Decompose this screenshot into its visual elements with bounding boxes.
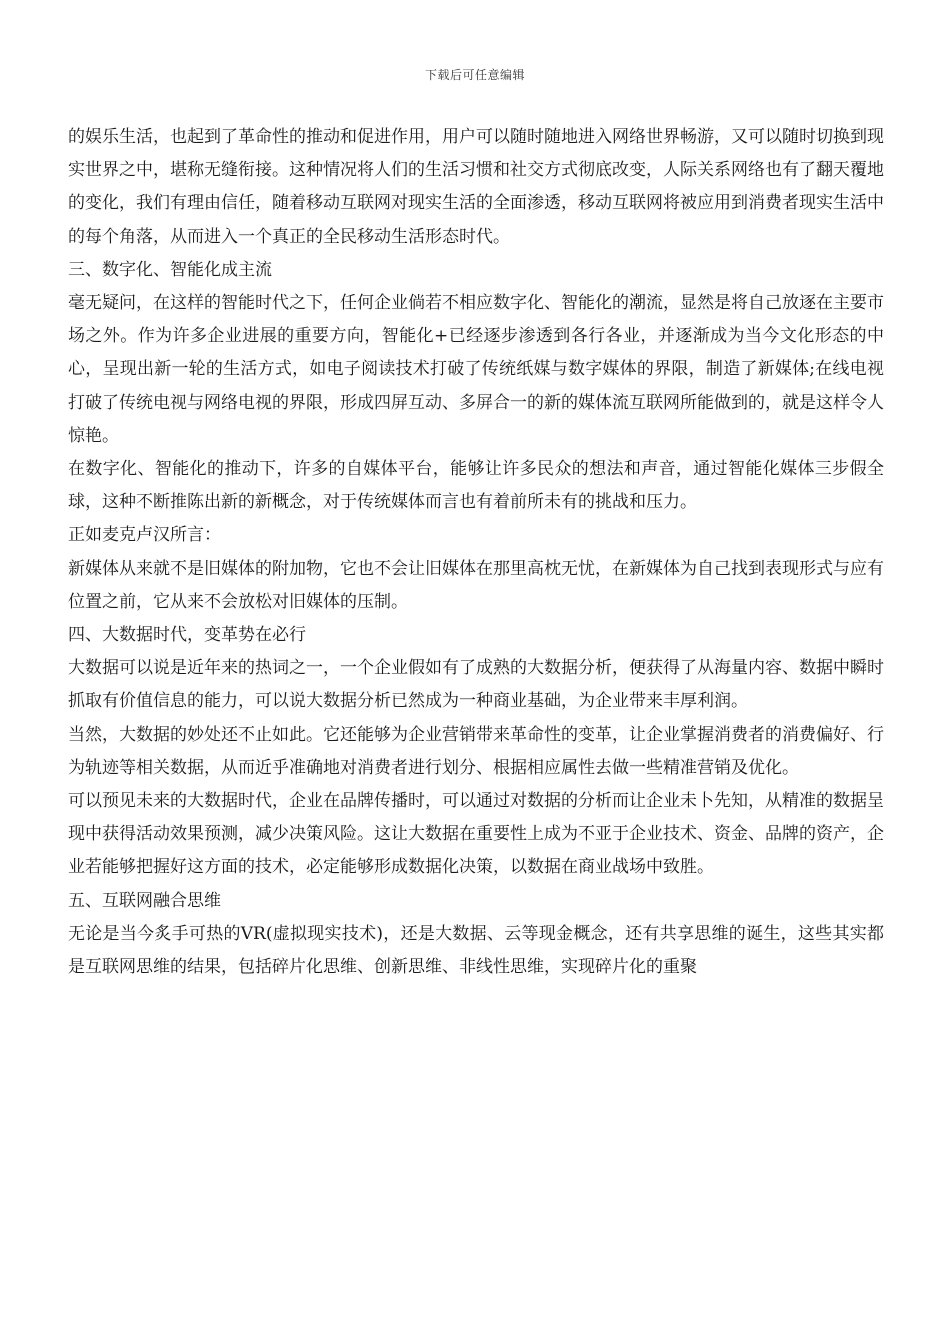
page-header: 下载后可任意编辑	[424, 68, 525, 82]
paragraph: 当然，大数据的妙处还不止如此。它还能够为企业营销带来革命性的变革，让企业掌握消费者的消费偏好、行为轨迹等相关数据，从而近乎准确地对消费者进行划分、根据相应属性去做一些精准营销及优化。	[68, 724, 884, 778]
paragraph: 在数字化、智能化的推动下，许多的自媒体平台，能够让许多民众的想法和声音，通过智能化媒体三步假全球，这种不断推陈出新的新概念，对于传统媒体而言也有着前所未有的挑战和压力。	[68, 459, 884, 513]
paragraph: 大数据可以说是近年来的热词之一，一个企业假如有了成熟的大数据分析，便获得了从海量内容、数据中瞬时抓取有价值信息的能力，可以说大数据分析已然成为一种商业基础，为企业带来丰厚利润。	[68, 658, 884, 712]
document-body	[68, 121, 884, 984]
paragraph: 可以预见未来的大数据时代，企业在品牌传播时，可以通过对数据的分析而让企业未卜先知，从精准的数据呈现中获得活动效果预测，减少决策风险。这让大数据在重要性上成为不亚于企业技术、资金、品牌的资产，企业若能够把握好这方面的技术，必定能够形成数据化决策，以数据在商业战场中致胜。	[68, 791, 884, 878]
paragraph: 毫无疑问，在这样的智能时代之下，任何企业倘若不相应数字化、智能化的潮流，显然是将自己放逐在主要市场之外。作为许多企业进展的重要方向，智能化+已经逐步渗透到各行各业，并逐渐成为当今文化形态的中心，呈现出新一轮的生活方式，如电子阅读技术打破了传统纸媒与数字媒体的界限，制造了新媒体;在线电视打破了传统电视与网络电视的界限，形成四屏互动、多屏合一的新的媒体流互联网所能做到的，就是这样令人惊艳。	[68, 293, 884, 446]
section-heading-3: 三、数字化、智能化成主流	[68, 259, 272, 280]
section-heading-5: 五、互联网融合思维	[68, 890, 221, 911]
quote-intro: 正如麦克卢汉所言：	[68, 525, 221, 546]
paragraph: 无论是当今炙手可热的VR(虚拟现实技术)，还是大数据、云等现金概念，还有共享思维的诞生，这些其实都是互联网思维的结果，包括碎片化思维、创新思维、非线性思维，实现碎片化的重聚	[68, 923, 884, 978]
quote-paragraph: 新媒体从来就不是旧媒体的附加物，它也不会让旧媒体在那里高枕无忧，在新媒体为自己找到表现形式与应有位置之前，它从来不会放松对旧媒体的压制。	[68, 558, 884, 612]
section-heading-4: 四、大数据时代，变革势在必行	[68, 625, 306, 646]
paragraph-intro-continued: 的娱乐生活，也起到了革命性的推动和促进作用，用户可以随时随地进入网络世界畅游，又可以随时切换到现实世界之中，堪称无缝衔接。这种情况将人们的生活习惯和社交方式彻底改变，人际关系网络也有了翻天覆地的变化，我们有理由信任，随着移动互联网对现实生活的全面渗透，移动互联网将被应用到消费者现实生活中的每个角落，从而进入一个真正的全民移动生活形态时代。	[68, 127, 884, 247]
